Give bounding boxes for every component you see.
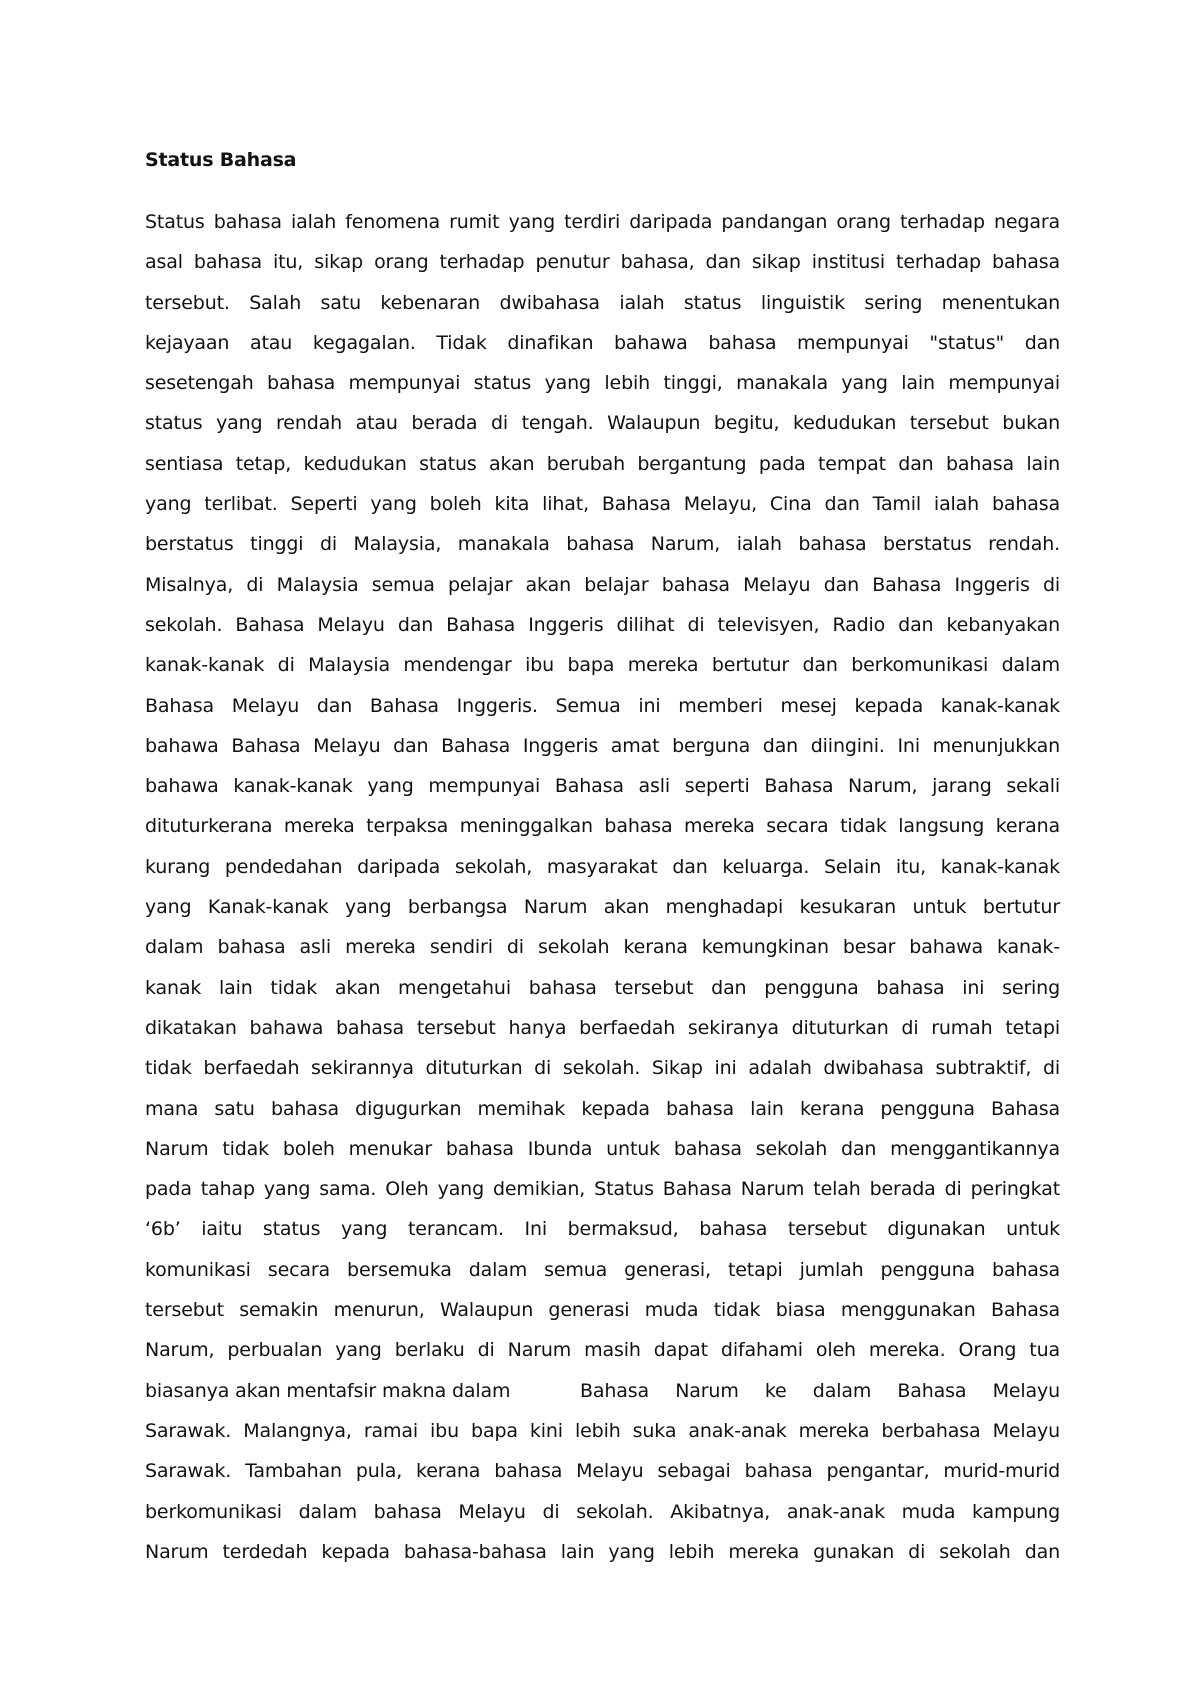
text-line-split bbox=[145, 1371, 1060, 1411]
text-line: Misalnya, di Malaysia semua pelajar akan belajar bahasa Melayu dan Bahasa Inggeris di bbox=[145, 573, 1060, 596]
text-line: yang Kanak-kanak yang berbangsa Narum akan menghadapi kesukaran untuk bertutur bbox=[145, 896, 1060, 919]
text-line: tidak berfaedah sekirannya dituturkan di sekolah. Sikap ini adalah dwibahasa subtraktif, di bbox=[145, 1057, 1060, 1080]
text-line: yang terlibat. Seperti yang boleh kita lihat, Bahasa Melayu, Cina dan Tamil ialah bahasa bbox=[145, 493, 1060, 516]
text-line: Narum terdedah kepada bahasa-bahasa lain yang lebih mereka gunakan di sekolah dan bbox=[145, 1540, 1060, 1563]
text-line: berstatus tinggi di Malaysia, manakala bahasa Narum, ialah bahasa berstatus rendah. bbox=[145, 533, 1060, 556]
text-line-left: biasanya akan mentafsir makna dalam bbox=[145, 1379, 511, 1402]
text-line: kejayaan atau kegagalan. Tidak dinafikan bahawa bahasa mempunyai "status" dan bbox=[145, 331, 1060, 354]
text-line: bahawa Bahasa Melayu dan Bahasa Inggeris amat berguna dan diingini. Ini menunjukkan bbox=[145, 734, 1060, 757]
text-line: sentiasa tetap, kedudukan status akan berubah bergantung pada tempat dan bahasa lain bbox=[145, 452, 1060, 475]
text-line: sekolah. Bahasa Melayu dan Bahasa Inggeris dilihat di televisyen, Radio dan kebanyakan bbox=[145, 613, 1060, 636]
text-line: Narum tidak boleh menukar bahasa Ibunda untuk bahasa sekolah dan menggantikannya bbox=[145, 1137, 1060, 1160]
text-line: kanak lain tidak akan mengetahui bahasa tersebut dan pengguna bahasa ini sering bbox=[145, 976, 1060, 999]
text-line: Narum, perbualan yang berlaku di Narum masih dapat difahami oleh mereka. Orang tua bbox=[145, 1339, 1060, 1362]
text-line: Bahasa Melayu dan Bahasa Inggeris. Semua ini memberi mesej kepada kanak-kanak bbox=[145, 694, 1060, 717]
text-line: berkomunikasi dalam bahasa Melayu di sekolah. Akibatnya, anak-anak muda kampung bbox=[145, 1500, 1060, 1523]
text-line: Sarawak. Malangnya, ramai ibu bapa kini lebih suka anak-anak mereka berbahasa Melayu bbox=[145, 1419, 1060, 1442]
text-line: Sarawak. Tambahan pula, kerana bahasa Melayu sebagai bahasa pengantar, murid-murid bbox=[145, 1460, 1060, 1483]
text-line: pada tahap yang sama. Oleh yang demikian, Status Bahasa Narum telah berada di peringkat bbox=[145, 1178, 1060, 1201]
text-line: tersebut semakin menurun, Walaupun generasi muda tidak biasa menggunakan Bahasa bbox=[145, 1299, 1060, 1322]
text-line: komunikasi secara bersemuka dalam semua generasi, tetapi jumlah pengguna bahasa bbox=[145, 1258, 1060, 1281]
text-line: kanak-kanak di Malaysia mendengar ibu bapa mereka bertutur dan berkomunikasi dalam bbox=[145, 654, 1060, 677]
section-title: Status Bahasa bbox=[145, 149, 297, 171]
text-line: dituturkerana mereka terpaksa meninggalkan bahasa mereka secara tidak langsung kerana bbox=[145, 815, 1060, 838]
text-line: status yang rendah atau berada di tengah. Walaupun begitu, kedudukan tersebut bukan bbox=[145, 412, 1060, 435]
text-line: dalam bahasa asli mereka sendiri di sekolah kerana kemungkinan besar bahawa kanak- bbox=[145, 936, 1060, 959]
text-line: sesetengah bahasa mempunyai status yang lebih tinggi, manakala yang lain mempunyai bbox=[145, 372, 1060, 395]
text-line: asal bahasa itu, sikap orang terhadap penutur bahasa, dan sikap institusi terhadap bahasa bbox=[145, 251, 1060, 274]
text-line: Status bahasa ialah fenomena rumit yang terdiri daripada pandangan orang terhadap negara bbox=[145, 211, 1060, 233]
paragraph bbox=[145, 202, 1060, 1572]
text-line: tersebut. Salah satu kebenaran dwibahasa ialah status linguistik sering menentukan bbox=[145, 291, 1060, 314]
text-line: mana satu bahasa digugurkan memihak kepada bahasa lain kerana pengguna Bahasa bbox=[145, 1097, 1060, 1120]
text-line: bahawa kanak-kanak yang mempunyai Bahasa asli seperti Bahasa Narum, jarang sekali bbox=[145, 775, 1060, 798]
text-line-right: Bahasa Narum ke dalam Bahasa Melayu bbox=[580, 1379, 1060, 1402]
text-line: kurang pendedahan daripada sekolah, masyarakat dan keluarga. Selain itu, kanak-kanak bbox=[145, 855, 1060, 878]
text-line: ‘6b’ iaitu status yang terancam. Ini bermaksud, bahasa tersebut digunakan untuk bbox=[145, 1218, 1060, 1241]
text-line: dikatakan bahawa bahasa tersebut hanya berfaedah sekiranya dituturkan di rumah tetapi bbox=[145, 1016, 1060, 1039]
document-body bbox=[145, 144, 1060, 1572]
